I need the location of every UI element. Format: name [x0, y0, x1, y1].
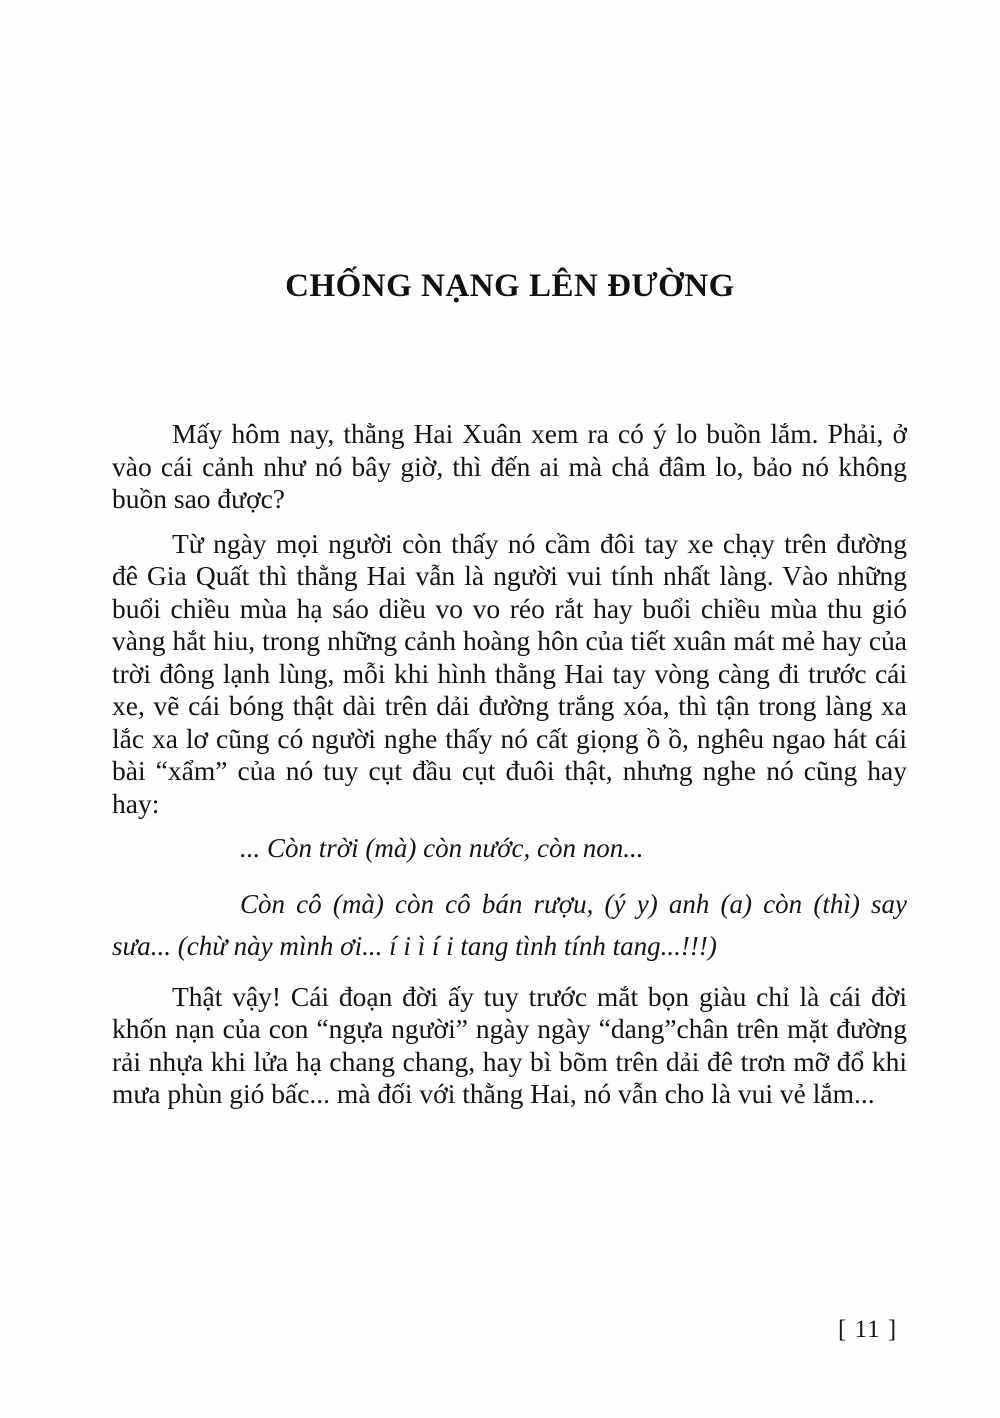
chapter-body: [112, 418, 907, 1123]
paragraph-1: Mấy hôm nay, thằng Hai Xuân xem ra có ý lo buồn lắm. Phải, ở vào cái cảnh như nó bây giờ, thì đến ai mà chả đâm lo, bảo nó không buồn sao được?: [112, 418, 907, 514]
verse-line-1: ... Còn trời (mà) còn nước, còn non...: [240, 833, 644, 863]
page-number: [ 11 ]: [838, 1316, 898, 1343]
chapter-title: CHỐNG NẠNG LÊN ĐƯỜNG: [285, 268, 735, 304]
paragraph-3: Thật vậy! Cái đoạn đời ấy tuy trước mắt bọn giàu chỉ là cái đời khốn nạn của con “ngựa người” ngày ngày “dang”chân trên mặt đường rải nhựa khi lửa hạ chang chang, hay bì bõm trên dải đê trơn mỡ đổ khi mưa phùn gió bấc... mà đối với thằng Hai, nó vẫn cho là vui vẻ lắm...: [112, 980, 907, 1109]
paragraph-2: Từ ngày mọi người còn thấy nó cầm đôi tay xe chạy trên đường đê Gia Quất thì thằng Hai vẫn là người vui tính nhất làng. Vào những buổi chiều mùa hạ sáo diều vo vo réo rắt hay buổi chiều mùa thu gió vàng hắt hiu, trong những cảnh hoàng hôn của tiết xuân mát mẻ hay của trời đông lạnh lùng, mỗi khi hình thằng Hai tay vòng càng đi trước cái xe, vẽ cái bóng thật dài trên dải đường trắng xóa, thì tận trong làng xa lắc xa lơ cũng có người nghe thấy nó cất giọng ồ ồ, nghêu ngao hát cái bài “xẩm” của nó tuy cụt đầu cụt đuôi thật, nhưng nghe nó cũng hay hay:: [112, 527, 907, 819]
verse-line-2: Còn cô (mà) còn cô bán rượu, (ý y) anh (a) còn (thì) say sưa... (chừ này mình ơi... í i ì í i tang tình tính tang...!!!): [112, 888, 907, 961]
